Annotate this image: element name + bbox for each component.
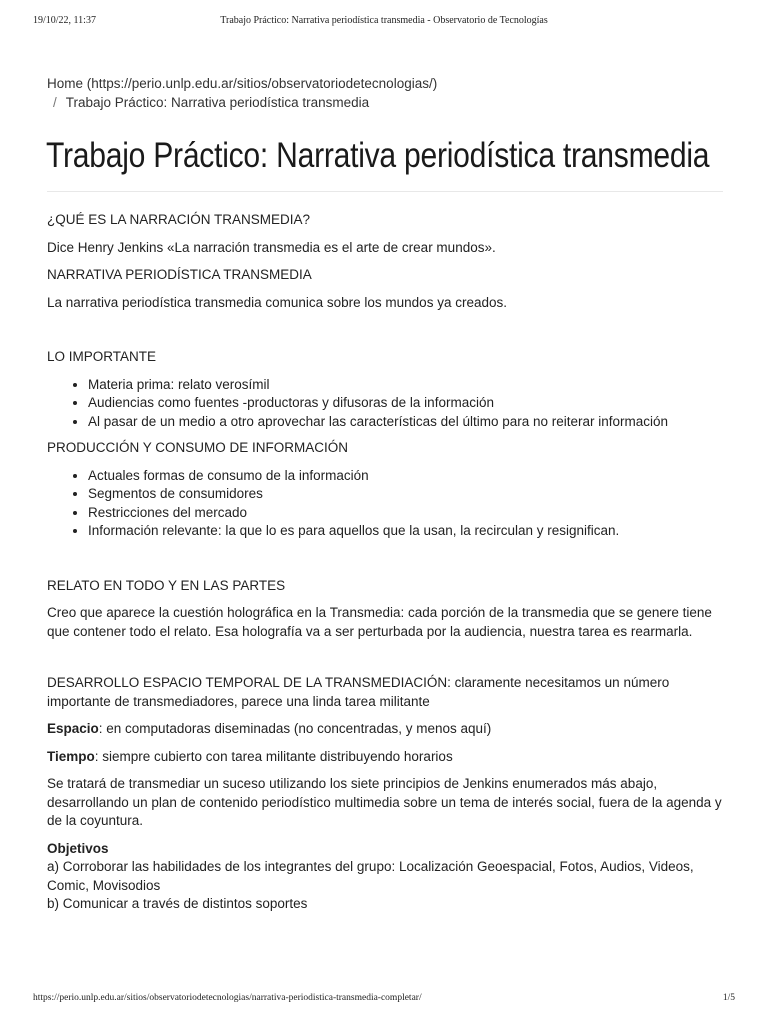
- breadcrumb-home-link[interactable]: Home (https://perio.unlp.edu.ar/sitios/observatoriodetecnologias/): [47, 76, 438, 91]
- list-item: • Actuales formas de consumo de la información: [88, 467, 723, 486]
- espacio-label: Espacio: [47, 721, 99, 736]
- print-url: https://perio.unlp.edu.ar/sitios/observatoriodetecnologias/narrativa-periodistica-transmedia-completar/: [33, 993, 422, 1003]
- objetivos-label: Objetivos: [47, 840, 109, 856]
- espacio-text: : en computadoras diseminadas (no concentradas, y menos aquí): [98, 721, 492, 736]
- print-header: [33, 15, 735, 29]
- section-heading-relato: RELATO EN TODO Y EN LAS PARTES: [47, 577, 286, 593]
- breadcrumb: [47, 74, 727, 112]
- important-list: [47, 376, 723, 432]
- list-item: • Segmentos de consumidores: [88, 485, 723, 504]
- list-item: • Información relevante: la que lo es para aquellos que la usan, la recirculan y resignifican.: [88, 522, 723, 541]
- section-heading-produccion: PRODUCCIÓN Y CONSUMO DE INFORMACIÓN: [47, 440, 349, 455]
- page-number: 1/5: [722, 993, 735, 1003]
- title-divider: [47, 191, 723, 192]
- narrativa-paragraph: La narrativa periodística transmedia comunica sobre los mundos ya creados.: [47, 294, 507, 310]
- section-heading-narrativa: NARRATIVA PERIODÍSTICA TRANSMEDIA: [47, 267, 312, 282]
- list-item: • Materia prima: relato verosímil: [88, 376, 723, 395]
- print-doc-title: Trabajo Práctico: Narrativa periodística transmedia - Observatorio de Tecnologías: [220, 15, 548, 26]
- section-heading-importante: LO IMPORTANTE: [47, 349, 157, 364]
- tiempo-text: : siempre cubierto con tarea militante distribuyendo horarios: [94, 748, 453, 764]
- espacio-paragraph: [47, 720, 723, 739]
- objetivo-a: a) Corroborar las habilidades de los integrantes del grupo: Localización Geoespacial, Fotos, Audios, Videos, Comic, Movisodios: [47, 859, 694, 893]
- print-datetime: 19/10/22, 11:37: [33, 15, 96, 26]
- print-footer: [33, 993, 735, 1007]
- jenkins-quote: Dice Henry Jenkins «La narración transmedia es el arte de crear mundos».: [47, 239, 496, 255]
- relato-paragraph: Creo que aparece la cuestión holográfica en la Transmedia: cada porción de la transmedia que se genere tiene que contener todo el relato. Esa holografía va a ser perturbada por la audiencia, nuestra tarea es rearmarla.: [47, 605, 712, 639]
- objetivo-b: b) Comunicar a través de distintos soportes: [47, 896, 308, 911]
- list-item: • Audiencias como fuentes -productoras y difusoras de la información: [88, 394, 723, 413]
- production-list: [47, 467, 723, 541]
- section-heading-que-es: ¿QUÉ ES LA NARRACIÓN TRANSMEDIA?: [47, 212, 311, 227]
- objetivos-paragraph: [47, 840, 723, 914]
- breadcrumb-separator: /: [53, 95, 57, 110]
- desarrollo-paragraph: DESARROLLO ESPACIO TEMPORAL DE LA TRANSMEDIACIÓN: claramente necesitamos un número importante de transmediadores, parece una linda tarea militante: [47, 675, 670, 709]
- article-body: [47, 211, 723, 914]
- tiempo-paragraph: [47, 748, 723, 767]
- list-item: • Restricciones del mercado: [88, 504, 723, 523]
- breadcrumb-current: Trabajo Práctico: Narrativa periodística transmedia: [65, 95, 370, 110]
- se-tratara-paragraph: Se tratará de transmediar un suceso utilizando los siete principios de Jenkins enumerados más abajo, desarrollando un plan de contenido periodístico multimedia sobre un tema de interés social, fuera de la agenda y de la coyuntura.: [47, 776, 722, 828]
- list-item: • Al pasar de un medio a otro aprovechar las características del último para no reiterar información: [88, 413, 723, 432]
- tiempo-label: Tiempo: [47, 748, 95, 764]
- page-title: Trabajo Práctico: Narrativa periodística transmedia: [46, 136, 710, 175]
